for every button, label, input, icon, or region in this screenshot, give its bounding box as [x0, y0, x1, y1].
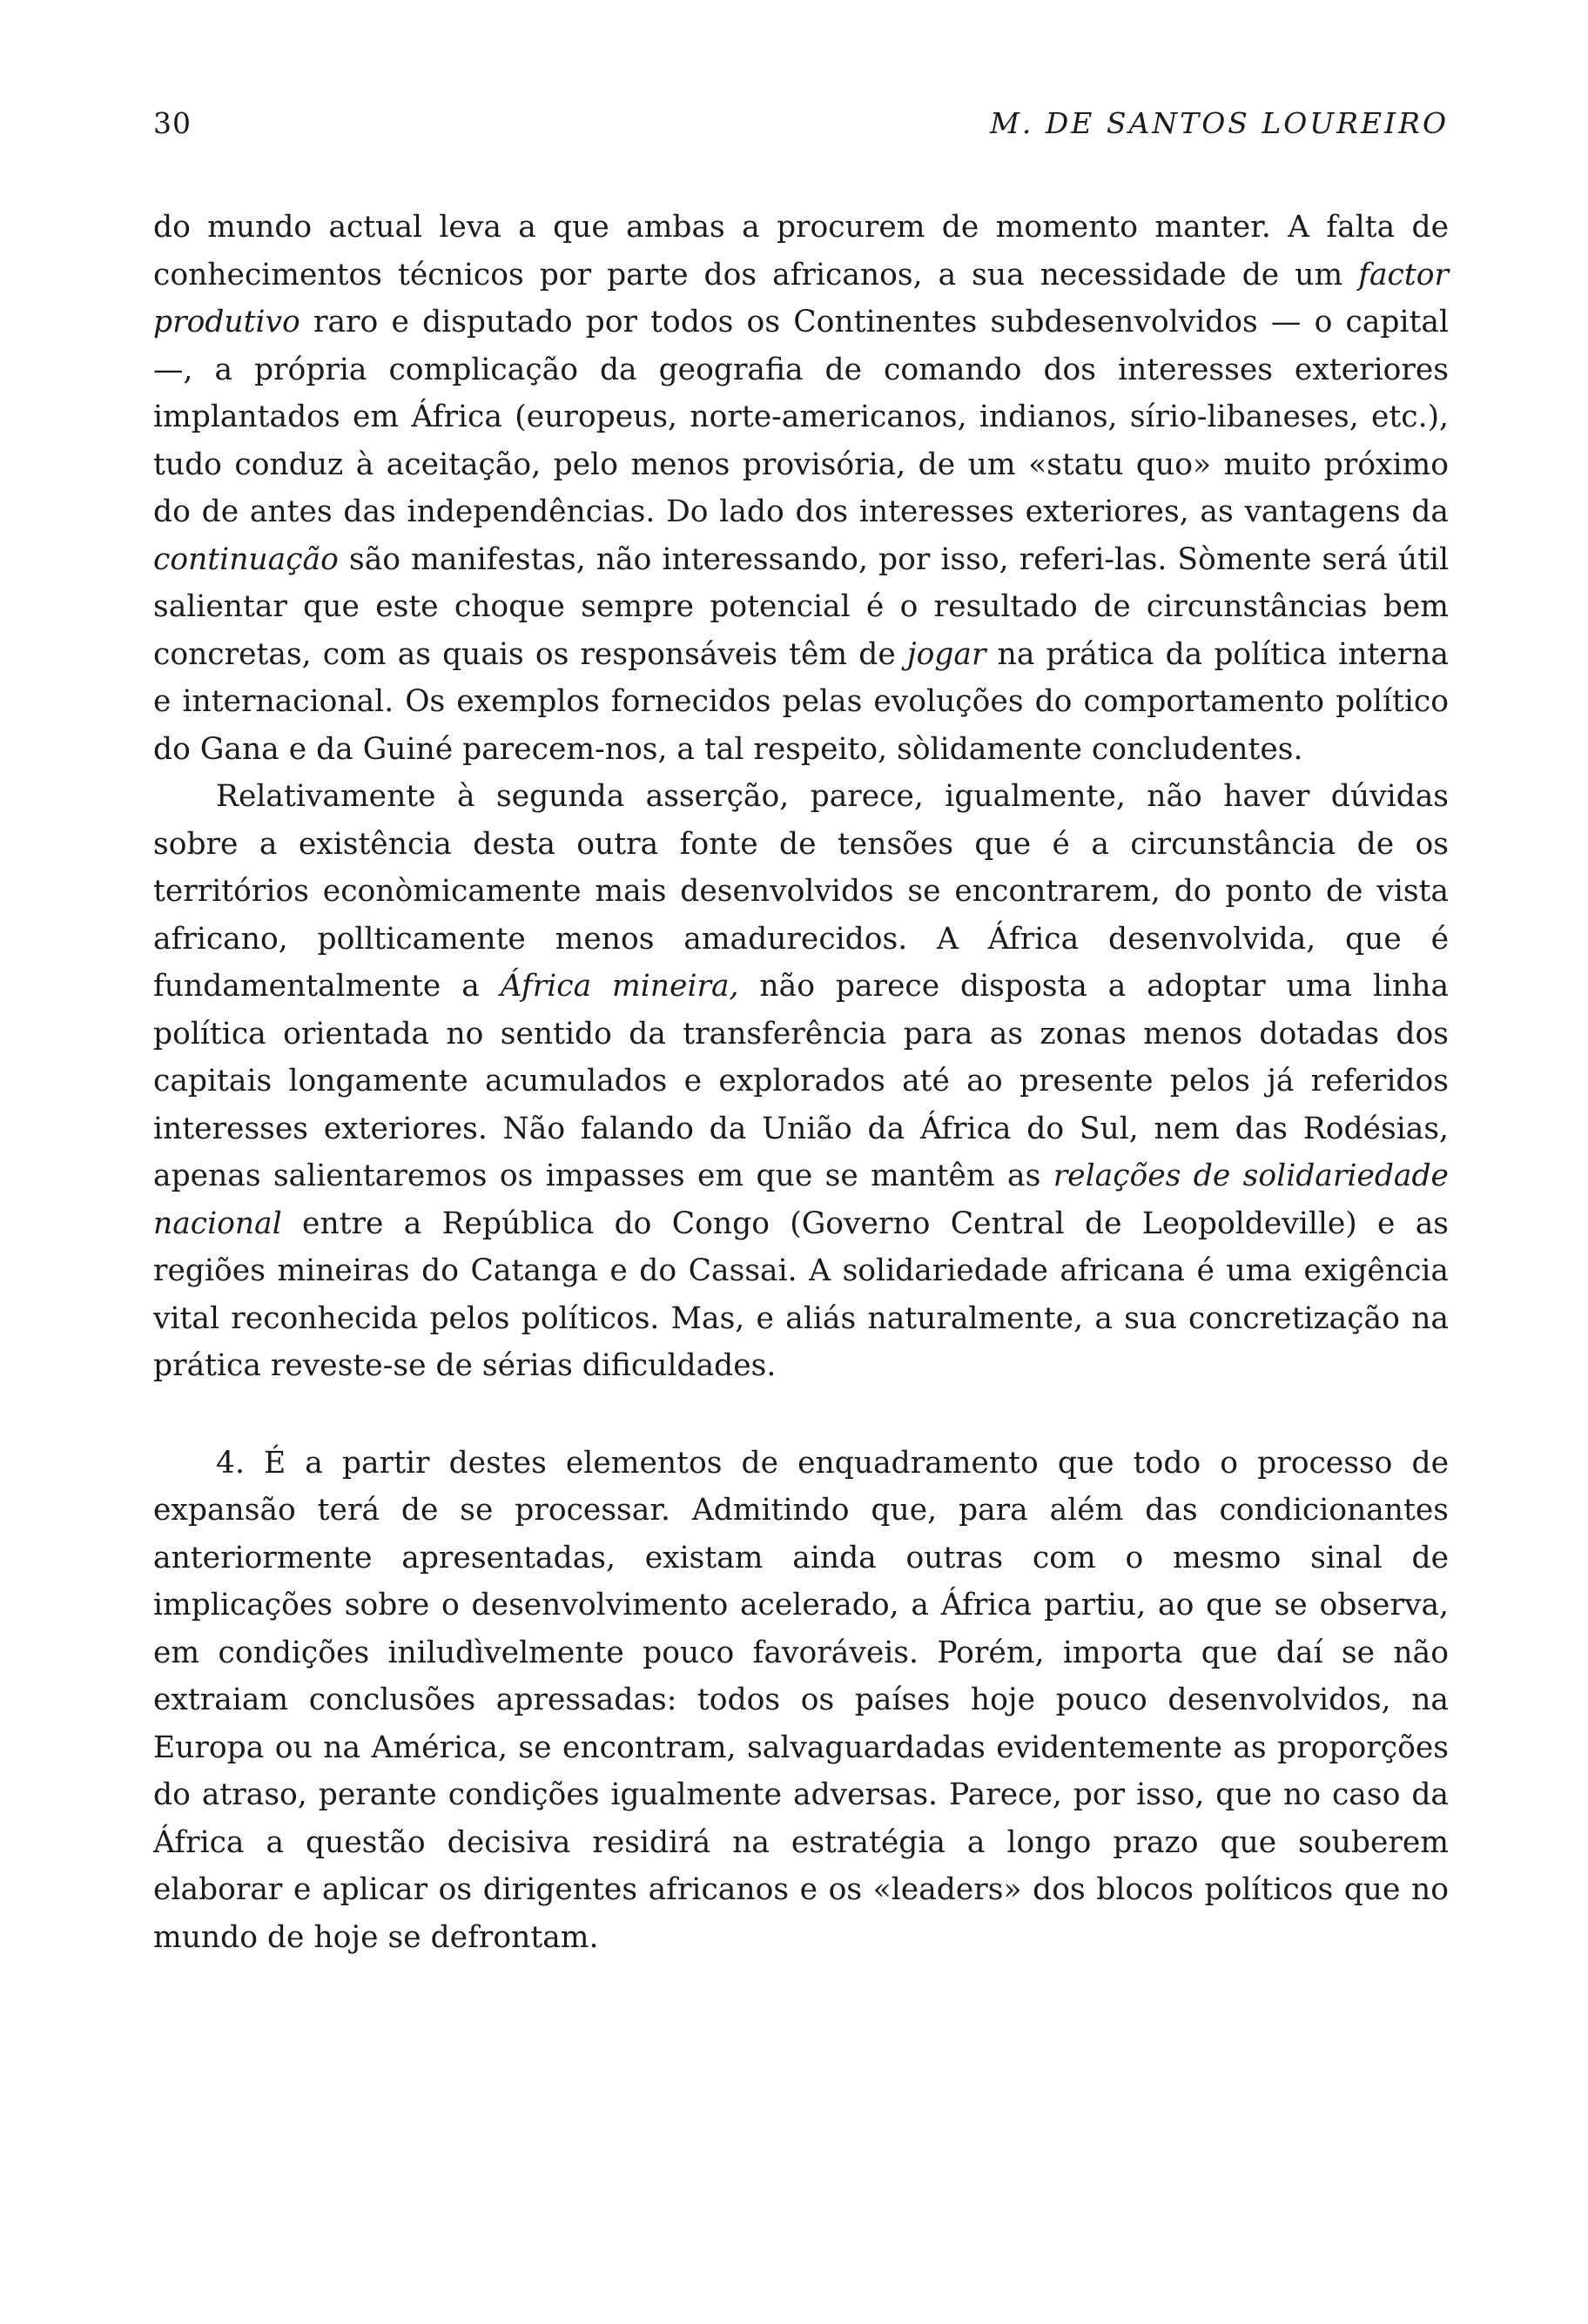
p3-text-1: É a partir destes elementos de enquadramento que todo o processo de expansão terá de se processar. Admitindo que, para além das condicionantes anteriormente apresentadas, existam ainda outras com o mesmo sinal de implicações sobre o desenvolvimento acelerado, a África partiu, ao que se observa, em condições iniludìvelmente pouco favoráveis. Porém, importa que daí se não extraiam conclusões apressadas: todos os países hoje pouco desenvolvidos, na Europa ou na América, se encontram, salvaguardadas evidentemente as proporções do atraso, perante condições igualmente adversas. Parece, por isso, que no caso da África a questão decisiva residirá na estratégia a longo prazo que souberem elaborar e aplicar os dirigentes africanos e os «leaders» dos blocos políticos que no mundo de hoje se defrontam. [153, 1445, 1449, 1955]
page-number: 30 [153, 106, 192, 140]
p2-text-3: entre a República do Congo (Governo Central de Leopoldeville) e as regiões mineiras do Catanga e do Cassai. A solidariedade africana é uma exigência vital reconhecida pelos políticos. Mas, e aliás naturalmente, a sua concretização na prática reveste-se de sérias dificuldades. [153, 1206, 1449, 1383]
paragraph-3 [153, 1440, 1449, 1962]
p1-emphasis-jogar: jogar [906, 636, 986, 672]
p1-text-4: na prática da política interna e internacional. Os exemplos fornecidos pelas evoluções do comportamento político do Gana e da Guiné parecem-nos, a tal respeito, sòlidamente concludentes. [153, 636, 1449, 767]
book-page [153, 97, 1449, 1961]
running-head [153, 97, 1449, 150]
p1-emphasis-continuacao: continuação [153, 541, 339, 577]
p2-text-2: não parece disposta a adoptar uma linha política orientada no sentido da transferência para as zonas menos dotadas dos capitais longamente acumulados e explorados até ao presente pelos já referidos interesses exteriores. Não falando da União da África do Sul, nem das Rodésias, apenas salientaremos os impasses em que se mantêm as [153, 969, 1450, 1193]
body-text [153, 204, 1449, 1961]
p2-text-1: Relativamente à segunda asserção, parece, igualmente, não haver dúvidas sobre a existência desta outra fonte de tensões que é a circunstância de os territórios econòmicamente mais desenvolvidos se encontrarem, do ponto de vista africano, pollticamente menos amadurecidos. A África desenvolvida, que é fundamentalmente a [153, 779, 1449, 1004]
paragraph-1 [153, 204, 1449, 773]
p1-emphasis-factor-produtivo: factor produtivo [153, 257, 1449, 339]
section-number: 4. [216, 1445, 245, 1481]
p2-emphasis-africa-mineira: África mineira, [500, 969, 739, 1004]
running-head-author: M. DE SANTOS LOUREIRO [990, 106, 1449, 140]
p2-emphasis-relacoes: relações de solidariedade nacional [153, 1159, 1449, 1241]
p1-text-3: são manifestas, não interessando, por isso, referi-las. Sòmente será útil salientar que este choque sempre potencial é o resultado de circunstâncias bem concretas, com as quais os responsáveis têm de [153, 541, 1449, 672]
paragraph-2 [153, 773, 1449, 1390]
p1-text-2: raro e disputado por todos os Continentes subdesenvolvidos — o capital —, a própria complicação da geografia de comando dos interesses exteriores implantados em África (europeus, norte-americanos, indianos, sírio-libaneses, etc.), tudo conduz à aceitação, pelo menos provisória, de um «statu quo» muito próximo do de antes das independências. Do lado dos interesses exteriores, as vantagens da [153, 305, 1449, 529]
p1-text-1: do mundo actual leva a que ambas a procurem de momento manter. A falta de conhecimentos técnicos por parte dos africanos, a sua necessidade de um [153, 210, 1449, 292]
